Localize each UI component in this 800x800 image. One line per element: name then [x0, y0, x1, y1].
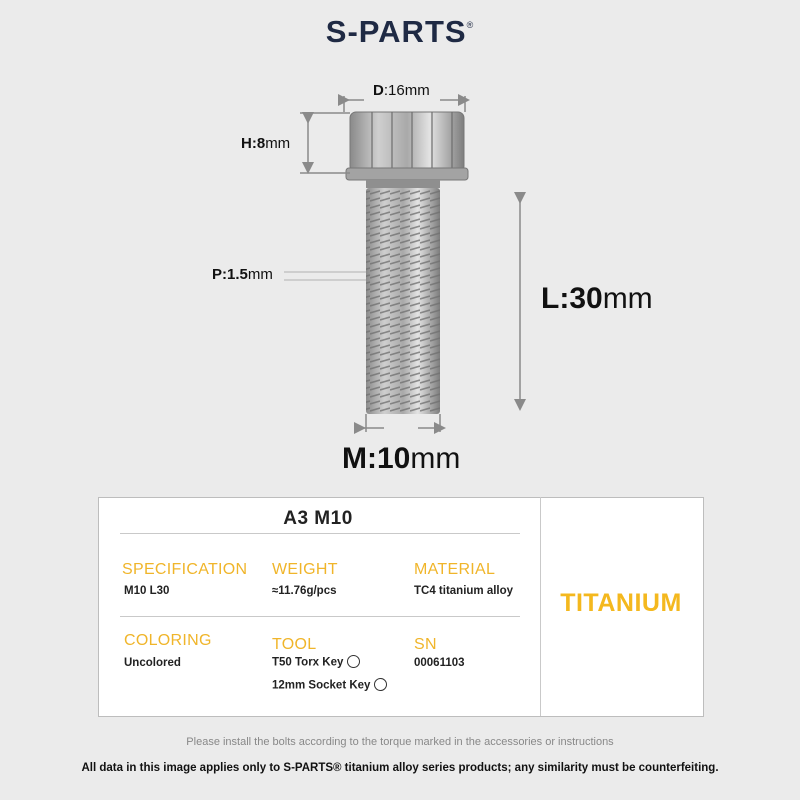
coloring-value: Uncolored [124, 657, 181, 669]
dimension-m-label: M:10mm [342, 442, 461, 475]
weight-value: ≈11.76g/pcs [272, 585, 337, 597]
sn-label: SN [414, 636, 437, 653]
brand-name: S-PARTS [325, 14, 467, 49]
dimension-line-p [284, 272, 366, 280]
spec-rule-top [120, 533, 520, 534]
tool-value-torx: T50 Torx Key [272, 656, 360, 669]
material-value: TC4 titanium alloy [414, 585, 514, 597]
dimension-line-m [360, 414, 440, 432]
material-badge: TITANIUM [560, 589, 682, 617]
sn-value: 00061103 [414, 657, 465, 669]
spec-title: A3 M10 [283, 508, 353, 529]
torx-icon [347, 655, 360, 668]
material-label: MATERIAL [414, 561, 496, 578]
dimension-d-label: D:16mm [373, 82, 430, 99]
specification-label: SPECIFICATION [122, 561, 248, 578]
install-note: Please install the bolts according to the torque marked in the accessories or instructions [186, 736, 614, 748]
bolt-head [346, 112, 468, 180]
dimension-l-label: L:30mm [541, 282, 653, 315]
tool-value-socket: 12mm Socket Key [272, 679, 387, 692]
dimension-p-label: P:1.5mm [212, 266, 273, 283]
socket-icon [374, 678, 387, 691]
bolt-shank [366, 180, 440, 414]
tool-label: TOOL [272, 636, 317, 653]
weight-label: WEIGHT [272, 561, 338, 578]
disclaimer: All data in this image applies only to S-PARTS® titanium alloy series products; any similarity must be counterfeiting. [81, 762, 719, 774]
dimension-h-label: H:8mm [241, 135, 291, 152]
coloring-label: COLORING [124, 632, 212, 649]
specification-value: M10 L30 [124, 585, 170, 597]
spec-rule-middle [120, 616, 520, 617]
registered-mark: ® [466, 20, 475, 30]
dimension-line-h [300, 113, 350, 173]
